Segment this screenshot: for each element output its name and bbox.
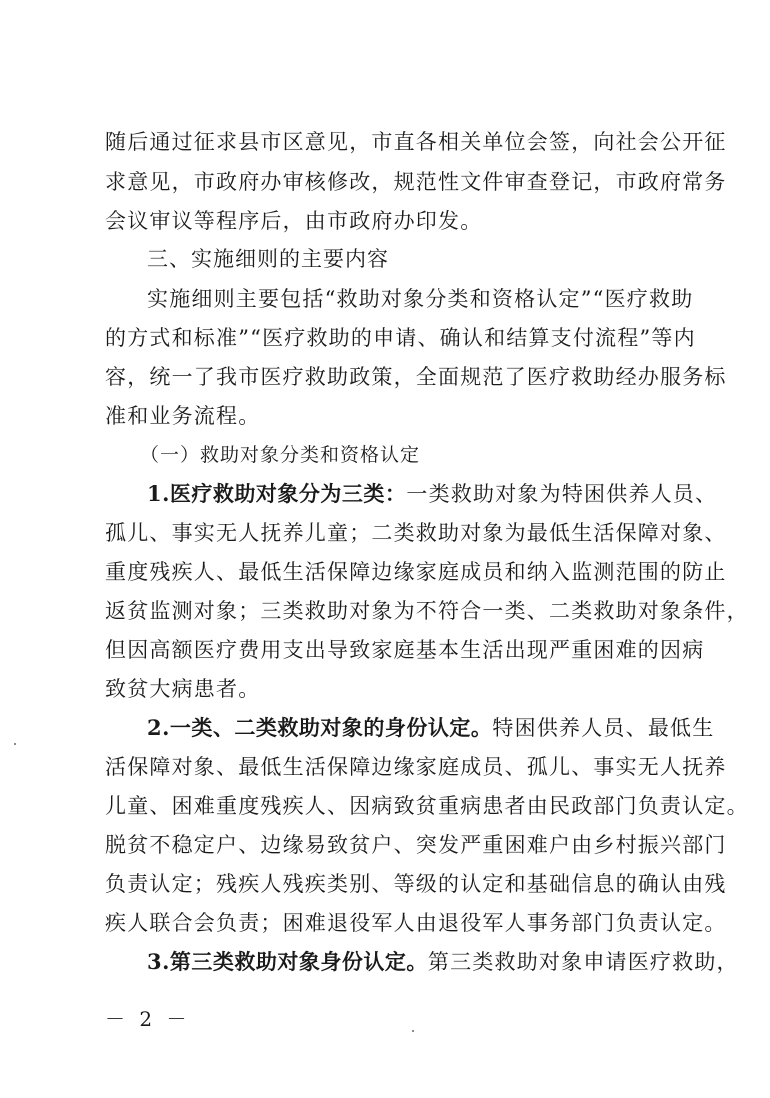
body-line: 准和业务流程。	[105, 404, 261, 428]
body-line: 的方式和标准”“医疗救助的申请、确认和结算支付流程”等内	[105, 326, 696, 350]
body-line: 求意见，市政府办审核修改，规范性文件审查登记，市政府常务	[105, 170, 727, 194]
body-line: 负责认定；残疾人残疾类别、等级的认定和基础信息的确认由残	[105, 872, 727, 896]
body-line: 但因高额医疗费用支出导致家庭基本生活出现严重困难的因病	[105, 638, 705, 662]
item-text: 特困供养人员、最低生	[492, 716, 715, 740]
item-line	[147, 948, 739, 978]
section-heading: 三、实施细则的主要内容	[147, 247, 389, 271]
item-lead: 2.一类、二类救助对象的身份认定。	[147, 715, 493, 740]
item-line	[147, 714, 715, 744]
page-number: － 2 －	[105, 1007, 191, 1031]
body-line: 容，统一了我市医疗救助政策，全面规范了医疗救助经办服务标	[105, 365, 727, 389]
item-lead: 1.医疗救助对象分为三类：	[147, 481, 407, 506]
scan-speck	[412, 1030, 414, 1032]
subsection-heading: （一）救助对象分类和资格认定	[140, 444, 421, 466]
body-line: 实施细则主要包括“救助对象分类和资格认定”“医疗救助	[147, 287, 694, 311]
item-line	[147, 480, 718, 510]
scan-speck	[14, 743, 16, 745]
body-line: 疾人联合会负责；困难退役军人由退役军人事务部门负责认定。	[105, 911, 727, 935]
body-line: 会议审议等程序后，由市政府办印发。	[105, 209, 483, 233]
body-line: 随后通过征求县市区意见，市直各相关单位会签，向社会公开征	[105, 130, 727, 154]
item-text: 第三类救助对象申请医疗救助，	[427, 950, 739, 974]
item-lead: 3.第三类救助对象身份认定。	[147, 949, 428, 974]
body-line: 返贫监测对象；三类救助对象为不符合一类、二类救助对象条件，	[105, 599, 749, 623]
body-line: 孤儿、事实无人抚养儿童；二类救助对象为最低生活保障对象、	[105, 521, 727, 545]
body-line: 儿童、困难重度残疾人、因病致贫重病患者由民政部门负责认定。	[105, 794, 749, 818]
body-line: 重度残疾人、最低生活保障边缘家庭成员和纳入监测范围的防止	[105, 560, 727, 584]
body-line: 脱贫不稳定户、边缘易致贫户、突发严重困难户由乡村振兴部门	[105, 833, 727, 857]
item-text: 一类救助对象为特困供养人员、	[406, 482, 718, 506]
body-line: 活保障对象、最低生活保障边缘家庭成员、孤儿、事实无人抚养	[105, 755, 727, 779]
body-line: 致贫大病患者。	[105, 677, 261, 701]
